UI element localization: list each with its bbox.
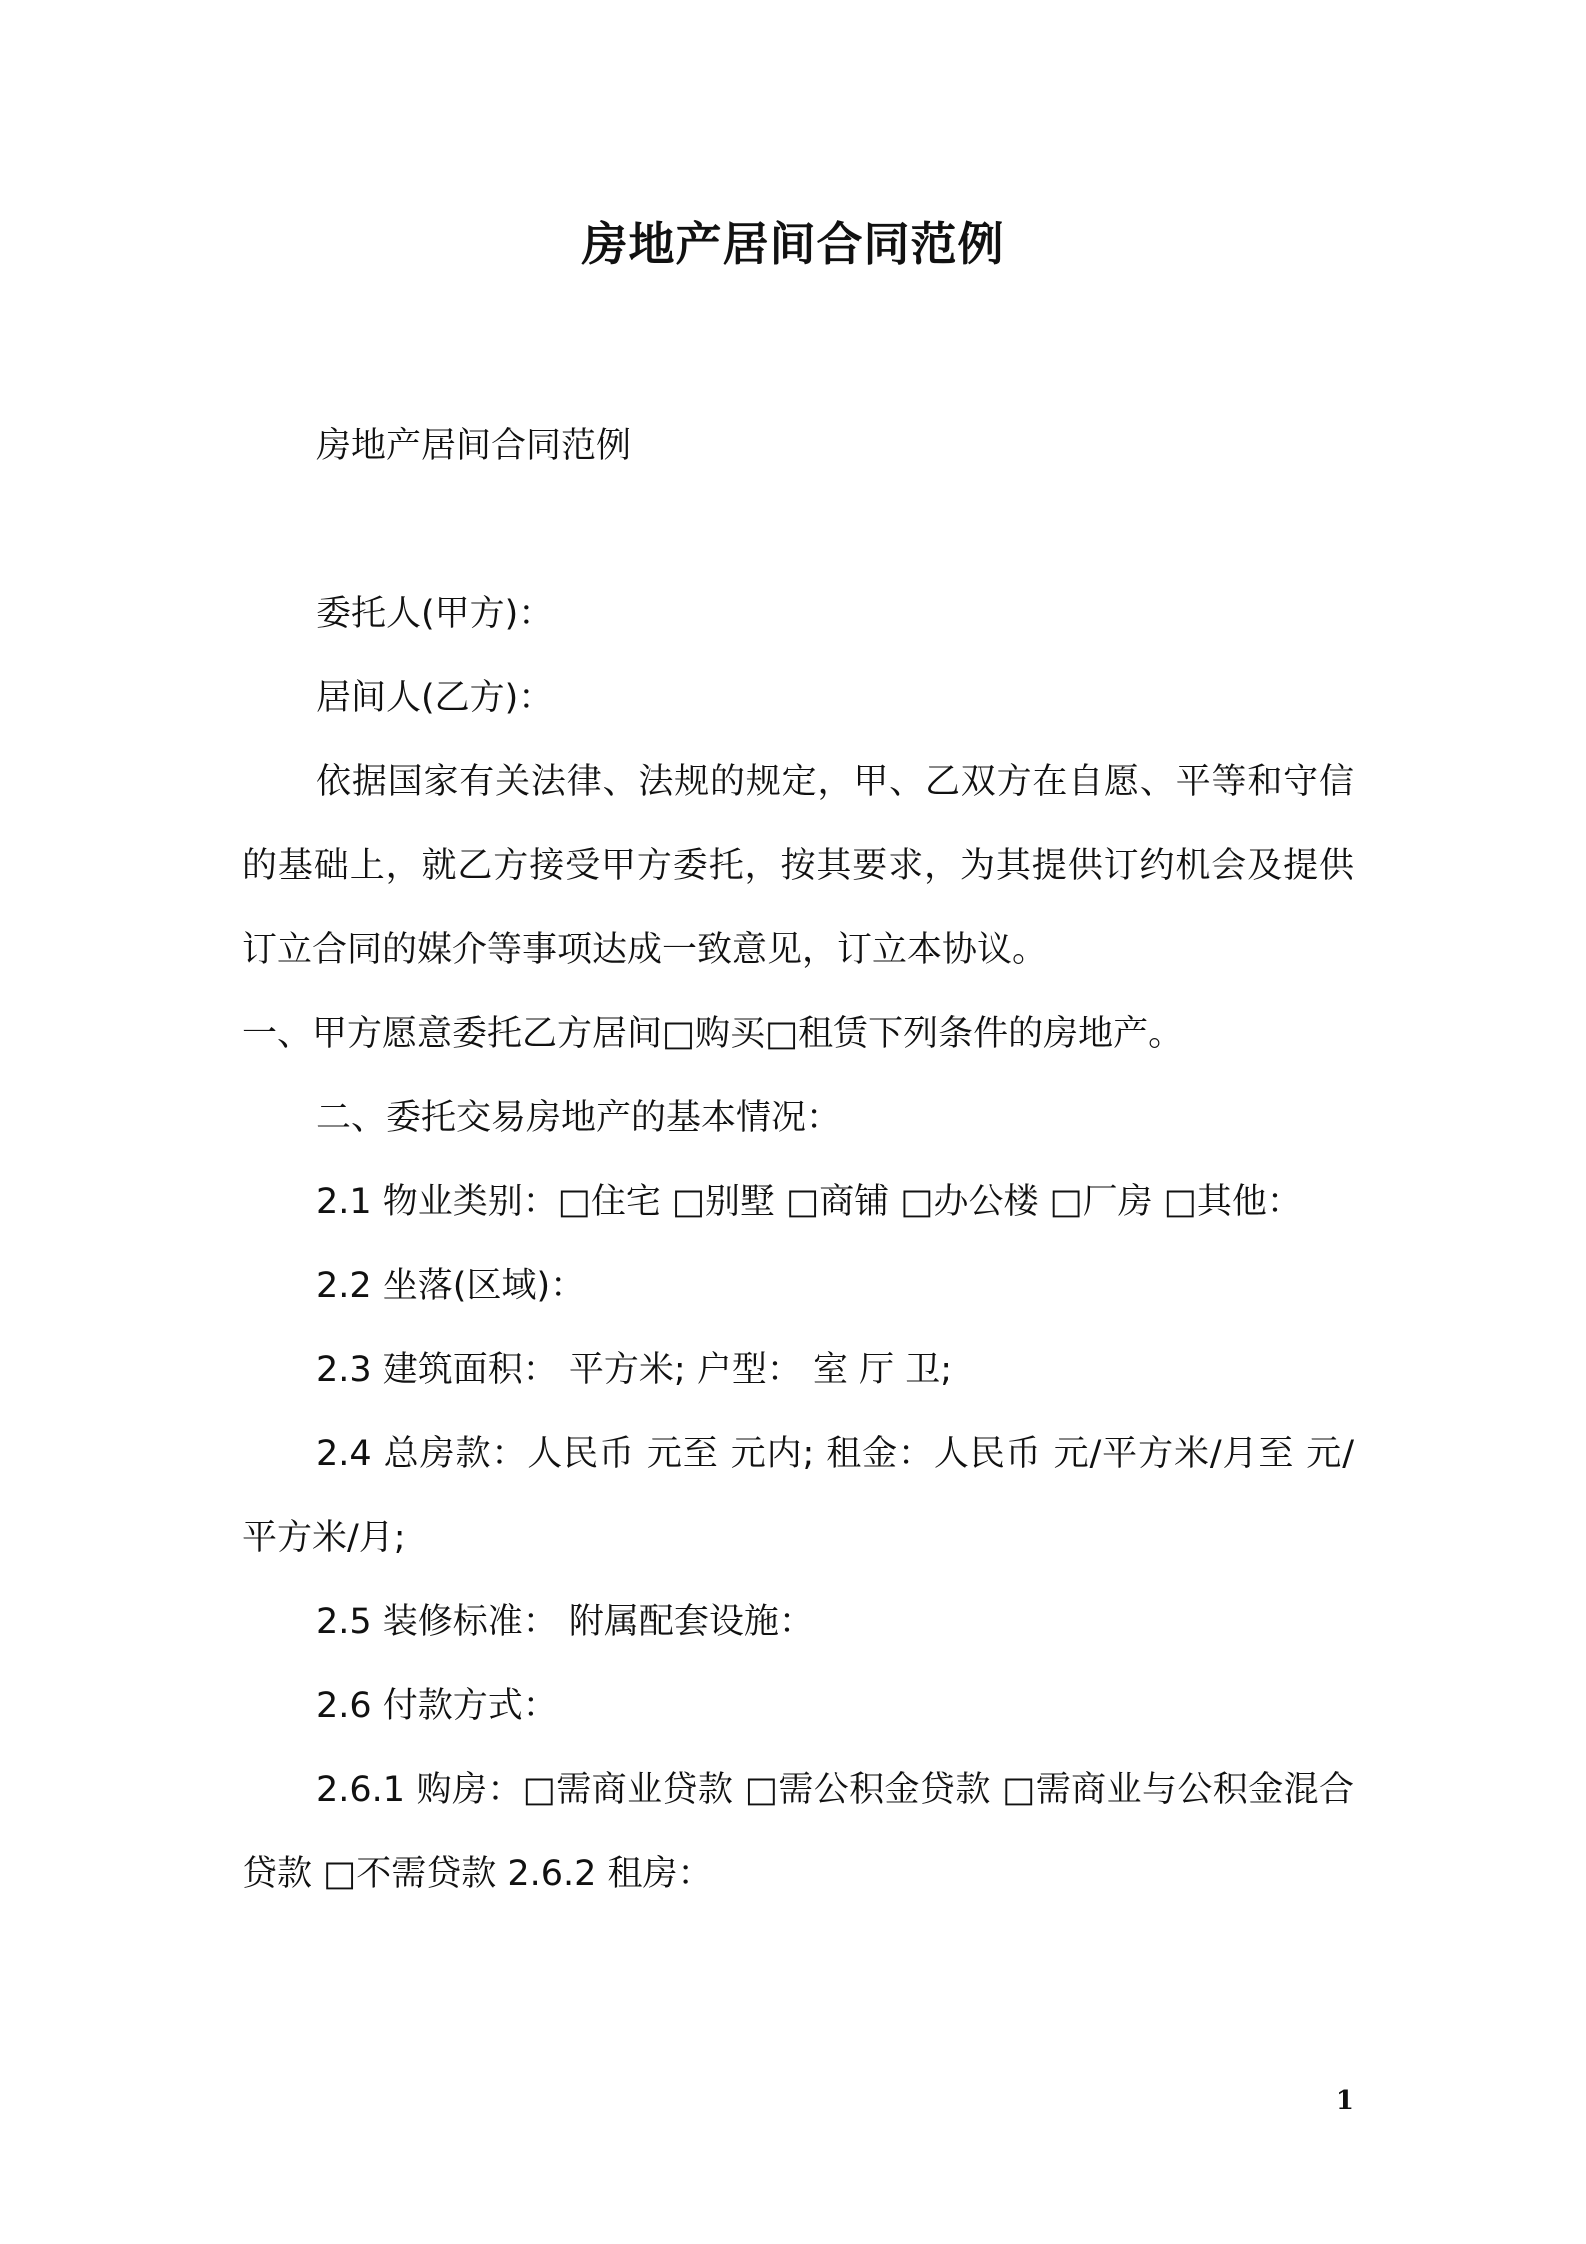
clause-2-6-1-purchase: 2.6.1 购房：□需商业贷款 □需公积金贷款 □需商业与公积金混合贷款 □不需贷款 2.6.2 租房： bbox=[242, 1770, 1354, 1894]
preamble-paragraph: 依据国家有关法律、法规的规定，甲、乙双方在自愿、平等和守信的基础上，就乙方接受甲方委托，按其要求，为其提供订约机会及提供订立合同的媒介等事项达成一致意见，订立本协议。 bbox=[242, 762, 1354, 970]
clause-2-5-decoration: 2.5 装修标准： 附属配套设施： bbox=[316, 1602, 814, 1642]
document-body bbox=[242, 404, 1354, 1916]
clause-one: 一、甲方愿意委托乙方居间□购买□租赁下列条件的房地产。 bbox=[242, 1014, 1184, 1054]
clause-2-4-price: 2.4 总房款：人民币 元至 元内; 租金：人民币 元/平方米/月至 元/平方米/月; bbox=[242, 1434, 1354, 1558]
document-title: 房地产居间合同范例 bbox=[581, 217, 1005, 271]
clause-two-heading: 二、委托交易房地产的基本情况： bbox=[316, 1098, 842, 1138]
principal-party-line: 委托人(甲方)： bbox=[316, 594, 554, 634]
page-number: 1 bbox=[1335, 2086, 1354, 2116]
clause-2-2-location: 2.2 坐落(区域)： bbox=[316, 1266, 586, 1306]
clause-2-1-property-type: 2.1 物业类别：□住宅 □别墅 □商铺 □办公楼 □厂房 □其他： bbox=[316, 1182, 1302, 1222]
clause-2-3-area: 2.3 建筑面积： 平方米; 户型： 室 厅 卫; bbox=[316, 1350, 952, 1390]
clause-2-6-payment: 2.6 付款方式： bbox=[316, 1686, 558, 1726]
intermediary-party-line: 居间人(乙方)： bbox=[316, 678, 554, 718]
subtitle-paragraph: 房地产居间合同范例 bbox=[316, 426, 632, 466]
